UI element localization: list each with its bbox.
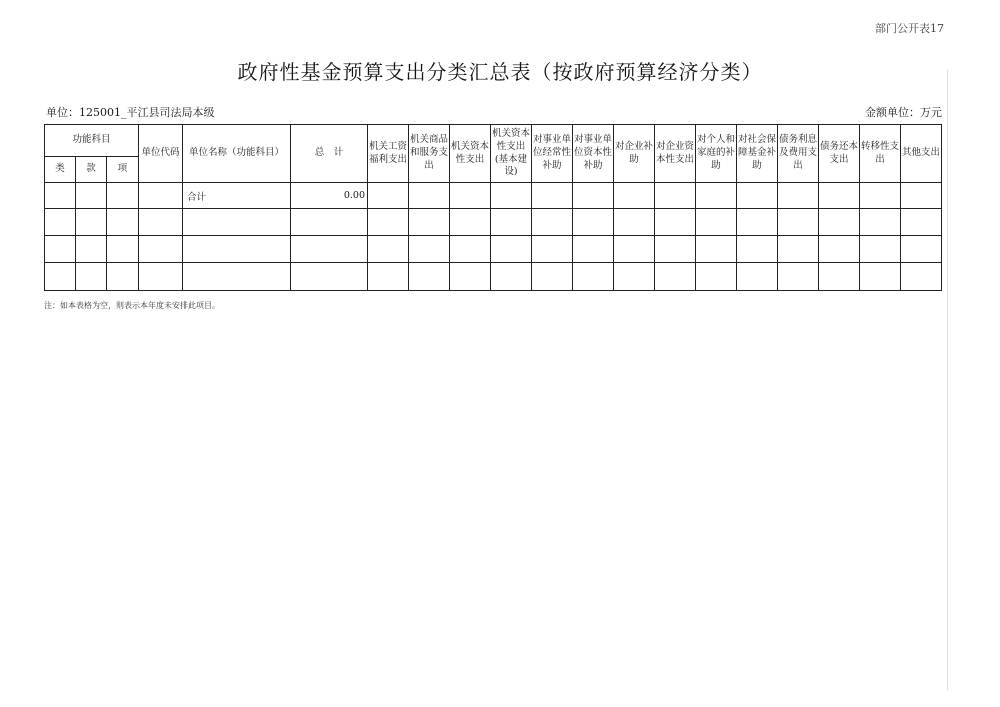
row-total: [291, 236, 368, 263]
currency-unit-label: 金额单位：万元: [865, 106, 942, 119]
kuan-header: 款: [76, 157, 107, 183]
table-row: [45, 236, 942, 263]
row-total: [291, 263, 368, 291]
row-name: [183, 209, 291, 236]
col-header: 机关资本性支出: [450, 125, 491, 183]
col-header: 机关工资福利支出: [368, 125, 409, 183]
col-header: 对社会保障基金补助: [737, 125, 778, 183]
row-name: 合计: [183, 183, 291, 209]
total-header: 总 计: [291, 125, 368, 183]
table-row: [45, 263, 942, 291]
col-header: 对企业补助: [614, 125, 655, 183]
col-header: 债务利息及费用支出: [778, 125, 819, 183]
col-header: 债务还本支出: [819, 125, 860, 183]
col-header: 对个人和家庭的补助: [696, 125, 737, 183]
row-name: [183, 236, 291, 263]
col-header: 对企业资本性支出: [655, 125, 696, 183]
lei-header: 类: [45, 157, 76, 183]
row-name: [183, 263, 291, 291]
col-header: 转移性支出: [860, 125, 901, 183]
table-row: [45, 209, 942, 236]
xiang-header: 项: [107, 157, 139, 183]
page-title: 政府性基金预算支出分类汇总表（按政府预算经济分类）: [237, 60, 763, 84]
col-header: 其他支出: [901, 125, 942, 183]
unit-label: 单位：125001_平江县司法局本级: [46, 106, 215, 119]
row-total: 0.00: [291, 183, 368, 209]
footnote: 注：如本表格为空，则表示本年度未安排此项目。: [44, 301, 220, 310]
col-header: 对事业单位资本性补助: [573, 125, 614, 183]
unit-code-header: 单位代码: [139, 125, 183, 183]
form-number: 部门公开表17: [875, 22, 944, 35]
row-total: [291, 209, 368, 236]
col-header: 机关商品和服务支出: [409, 125, 450, 183]
budget-table: [44, 124, 942, 291]
col-header: 对事业单位经常性补助: [532, 125, 573, 183]
col-header: 机关资本性支出(基本建设): [491, 125, 532, 183]
func-subject-header: 功能科目: [45, 125, 139, 157]
table-row: [45, 183, 942, 209]
scan-edge-line: [947, 70, 948, 690]
unit-name-header: 单位名称（功能科目）: [183, 125, 291, 183]
